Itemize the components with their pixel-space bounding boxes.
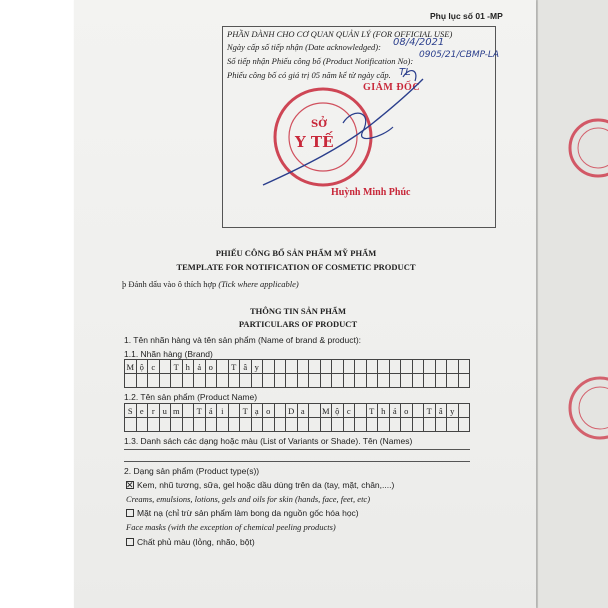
char-cell [424,418,436,432]
char-cell: T [367,404,379,418]
section1-heading: 1. Tên nhãn hàng và tên sản phẩm (Name of brand & product): [124,335,362,345]
char-cell [390,374,402,388]
particulars-title-en: PARTICULARS OF PRODUCT [238,319,358,329]
validity-label: Phiếu công bố có giá trị 05 năm kể từ ngày cấp. [227,70,391,80]
product-type-label-en: Creams, emulsions, lotions, gels and oils for skin (hands, face, feet, etc) [126,494,371,504]
char-cell [206,418,218,432]
svg-text:SỞ: SỞ [311,119,327,130]
char-cell [263,418,275,432]
char-cell: T [171,360,183,374]
char-cell: ộ [332,404,344,418]
variants-line-1 [124,449,470,450]
char-cell [252,418,264,432]
char-cell: T [240,404,252,418]
char-cell [413,360,425,374]
char-cell [217,418,229,432]
brand-char-grid [124,359,470,388]
product-name-label: 1.2. Tên sản phẩm (Product Name) [124,392,258,402]
char-cell [217,374,229,388]
char-cell [275,418,287,432]
char-cell [367,374,379,388]
char-cell [263,360,275,374]
section2-heading: 2. Dạng sản phẩm (Product type(s)) [124,466,260,476]
char-cell [229,404,241,418]
char-cell [160,418,172,432]
variants-line-2 [124,461,470,462]
char-cell [355,360,367,374]
char-cell [171,418,183,432]
char-cell [447,418,459,432]
date-acknowledged-value: 08/4/2021 [393,37,445,48]
char-cell [309,374,321,388]
char-cell [194,418,206,432]
char-cell [183,374,195,388]
char-cell [355,404,367,418]
char-cell [321,374,333,388]
char-cell: m [171,404,183,418]
char-cell [424,374,436,388]
char-cell [240,374,252,388]
variants-label: 1.3. Danh sách các dạng hoặc màu (List of Variants or Shade). Tên (Names) [124,436,413,446]
product-type-label-vn: Kem, nhũ tương, sữa, gel hoặc dầu dùng trên da (tay, mặt, chân,....) [137,480,395,490]
char-cell [447,374,459,388]
char-cell: T [424,404,436,418]
char-cell [321,360,333,374]
char-cell [217,360,229,374]
char-cell [321,418,333,432]
char-cell [413,404,425,418]
char-cell [436,418,448,432]
product-type-checkbox[interactable] [126,481,134,489]
char-cell [240,418,252,432]
char-cell: y [447,404,459,418]
char-cell [355,418,367,432]
char-cell [447,360,459,374]
product-type-checkbox[interactable] [126,509,134,517]
signer-name: Huỳnh Minh Phúc [331,187,411,198]
char-cell [459,360,471,374]
char-cell [125,418,137,432]
char-cell: â [436,404,448,418]
char-cell [309,360,321,374]
char-cell: T [194,404,206,418]
char-cell [137,374,149,388]
char-cell [148,418,160,432]
char-cell [252,374,264,388]
char-cell: M [125,360,137,374]
char-cell [286,360,298,374]
char-cell [424,360,436,374]
char-cell [344,418,356,432]
product-type-checkbox[interactable] [126,538,134,546]
char-cell [401,360,413,374]
char-cell [390,418,402,432]
char-cell: ả [390,404,402,418]
char-cell [125,374,137,388]
char-cell [183,418,195,432]
char-cell [298,360,310,374]
notification-number-value: 0905/21/CBMP-LA [419,50,499,60]
official-stamp [223,27,497,229]
product-type-item [126,480,394,490]
official-use-box [222,26,499,228]
char-cell: o [206,360,218,374]
product-char-grid [124,403,470,432]
char-cell [378,360,390,374]
char-cell [309,418,321,432]
char-cell [436,374,448,388]
char-cell [275,374,287,388]
char-cell: y [252,360,264,374]
char-cell: e [137,404,149,418]
char-cell: S [125,404,137,418]
form-title-en: TEMPLATE FOR NOTIFICATION OF COSMETIC PRODUCT [176,262,416,272]
char-cell: r [148,404,160,418]
adjacent-stamp-graphic [536,0,608,608]
char-cell [401,418,413,432]
char-cell [332,360,344,374]
char-cell [148,374,160,388]
char-cell [459,418,471,432]
char-cell: o [263,404,275,418]
char-cell: D [286,404,298,418]
char-cell [390,360,402,374]
char-cell: h [378,404,390,418]
char-cell [413,374,425,388]
char-cell: â [240,360,252,374]
signer-title: GIÁM ĐỐC [363,82,421,93]
char-cell [229,374,241,388]
date-acknowledged-label: Ngày cấp số tiếp nhận (Date acknowledged): [227,42,381,52]
char-cell [332,374,344,388]
char-cell [298,374,310,388]
char-cell: ạ [252,404,264,418]
char-cell [263,374,275,388]
char-cell [137,418,149,432]
char-cell: ộ [137,360,149,374]
svg-text:Y TẾ: Y TẾ [295,133,334,151]
adjacent-page [536,0,608,608]
char-cell [401,374,413,388]
char-cell [378,374,390,388]
tick-note-en: (Tick where applicable) [218,279,299,289]
brand-label: 1.1. Nhãn hàng (Brand) [124,349,213,359]
product-type-label-vn: Mặt nạ (chỉ trừ sản phẩm làm bong da nguồn gốc hóa học) [137,508,359,518]
char-cell [171,374,183,388]
char-cell: M [321,404,333,418]
char-cell: c [344,404,356,418]
char-cell [275,404,287,418]
char-cell [378,418,390,432]
char-cell [332,418,344,432]
char-cell [229,418,241,432]
char-cell [413,418,425,432]
char-cell [459,374,471,388]
notification-number-label: Số tiếp nhận Phiếu công bố (Product Notification No): [227,56,414,66]
char-cell: T [229,360,241,374]
char-cell [206,374,218,388]
char-cell [367,360,379,374]
particulars-title-vn: THÔNG TIN SẢN PHẨM [250,306,346,316]
char-cell [344,360,356,374]
char-cell: a [298,404,310,418]
appendix-label: Phụ lục số 01 -MP [430,11,503,21]
char-cell [286,418,298,432]
char-cell [194,374,206,388]
char-cell: á [206,404,218,418]
char-cell [298,418,310,432]
validity-handwritten-mark: TL [399,67,411,78]
char-cell [309,404,321,418]
product-type-item [126,537,255,547]
char-cell [344,374,356,388]
char-cell [160,360,172,374]
char-cell: h [183,360,195,374]
form-title-vn: PHIẾU CÔNG BỐ SẢN PHẨM MỸ PHẨM [215,248,377,258]
char-cell [355,374,367,388]
official-header: PHẦN DÀNH CHO CƠ QUAN QUẢN LÝ (FOR OFFICIAL USE) [227,29,453,39]
char-cell [436,360,448,374]
char-cell: u [160,404,172,418]
char-cell [286,374,298,388]
product-type-label-en: Face masks (with the exception of chemical peeling products) [126,522,336,532]
char-cell [160,374,172,388]
char-cell: c [148,360,160,374]
product-type-label-vn: Chất phủ màu (lỏng, nhão, bột) [137,537,255,547]
product-type-item [126,508,359,518]
char-cell: i [217,404,229,418]
tick-note-vn: þ Đánh dấu vào ô thích hợp [122,279,217,289]
char-cell: ả [194,360,206,374]
char-cell [367,418,379,432]
char-cell [183,404,195,418]
char-cell [459,404,471,418]
char-cell [275,360,287,374]
char-cell: o [401,404,413,418]
